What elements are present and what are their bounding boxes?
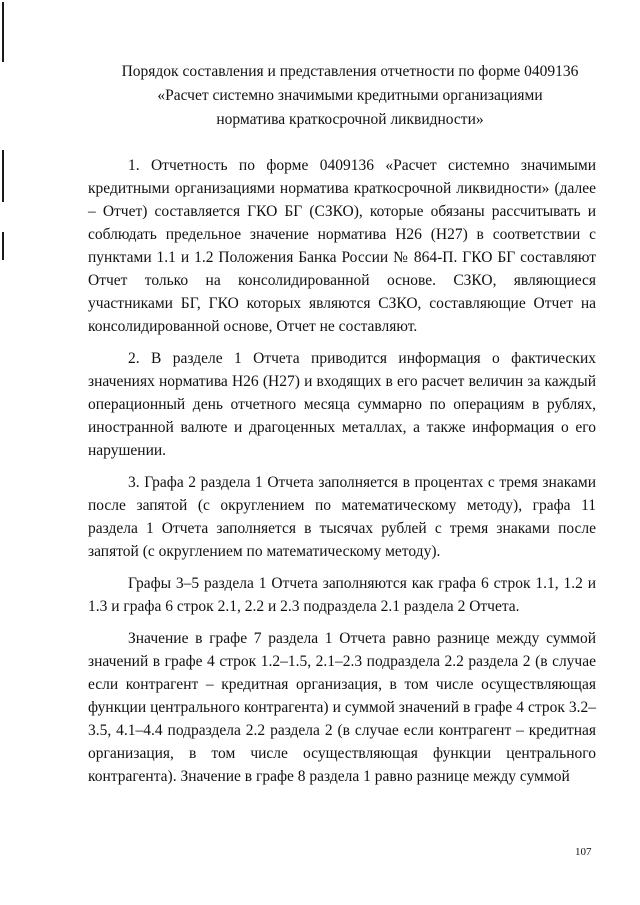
margin-mark	[2, 150, 4, 202]
paragraph-4: Графы 3–5 раздела 1 Отчета заполняются как графа 6 строк 1.1, 1.2 и 1.3 и графа 6 строк 2.1, 2.2 и 2.3 подраздела 2.1 раздела 2 Отчета.	[88, 575, 596, 615]
page-number: 107	[575, 846, 592, 858]
paragraph-3: 3. Графа 2 раздела 1 Отчета заполняется в процентах с тремя знаками после запятой (с округлением по математическому методу), графа 11 раздела 1 Отчета заполняется в тысячах рублей с тремя знаками после запятой (с округлением по математическому методу).	[88, 474, 596, 560]
document-body	[88, 154, 596, 794]
document-title	[60, 60, 640, 132]
title-line-1: Порядок составления и представления отчетности по форме 0409136	[121, 63, 579, 80]
margin-mark	[2, 2, 4, 62]
paragraph-5: Значение в графе 7 раздела 1 Отчета равно разнице между суммой значений в графе 4 строк 1.2–1.5, 2.1–2.3 подраздела 2.2 раздела 2 (в случае если контрагент – кредитная организация, в том числе осуществляющая функции центрального контрагента) и суммой значений в графе 4 строк 3.2–3.5, 4.1–4.4 подраздела 2.2 раздела 2 (в случае если контрагент – кредитная организация, в том числе осуществляющая функции центрального контрагента). Значение в графе 8 раздела 1 равно разнице между суммой	[88, 630, 596, 785]
title-line-2: «Расчет системно значимыми кредитными организациями	[157, 87, 543, 104]
margin-mark	[2, 232, 4, 260]
paragraph-2: 2. В разделе 1 Отчета приводится информация о фактических значениях норматива Н26 (Н27) и входящих в его расчет величин за каждый операционный день отчетного месяца суммарно по операциям в рублях, иностранной валюте и драгоценных металлах, а также информация о его нарушении.	[88, 350, 596, 459]
title-line-3: норматива краткосрочной ликвидности»	[216, 111, 484, 128]
paragraph-1: 1. Отчетность по форме 0409136 «Расчет системно значимыми кредитными организациями норматива краткосрочной ликвидности» (далее – Отчет) составляется ГКО БГ (СЗКО), которые обязаны рассчитывать и соблюдать предельное значение норматива Н26 (Н27) в соответствии с пунктами 1.1 и 1.2 Положения Банка России № 864-П. ГКО БГ составляют Отчет только на консолидированной основе. СЗКО, являющиеся участниками БГ, ГКО которых являются СЗКО, составляющие Отчет на консолидированной основе, Отчет не составляют.	[88, 157, 596, 335]
